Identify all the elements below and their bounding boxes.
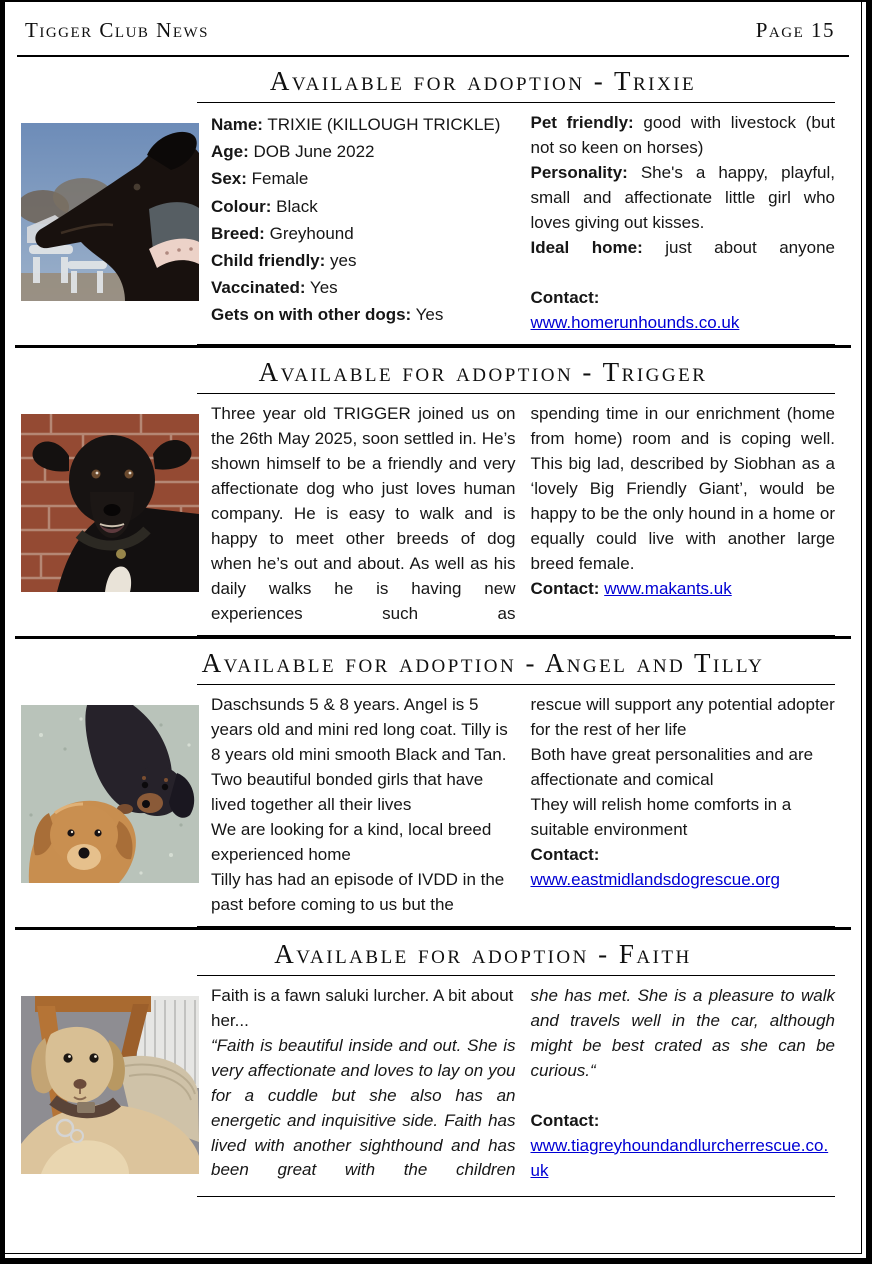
section-title-trixie: Available for adoption - Trixie [269,66,697,96]
section-title-trigger: Available for adoption - Trigger [258,356,708,387]
section-trixie [5,66,861,345]
detail-row: Child friendly: yes [211,250,357,270]
angel-tilly-text-right [531,693,836,918]
homerunhounds-link[interactable]: www.homerunhounds.co.uk [530,312,740,332]
faith-photo [21,996,199,1174]
tiagreyhound-link[interactable]: www.tiagreyhoundandlurcherrescue.co.uk [530,1135,829,1180]
trigger-photo-illustration [21,414,199,592]
paragraph: rescue will support any potential adopter for the rest of her life [530,694,835,739]
personality-row: Personality: She's a happy, playful, small and affectionate little girl who loves giving out kisses. [530,162,835,232]
section-faith [5,939,861,1197]
angel-tilly-photo [21,705,199,883]
angel-tilly-text-left [211,693,516,918]
trigger-paragraph-left: Three year old TRIGGER joined us on the 26th May 2025, soon settled in. He’s shown himself to be a friendly and very affectionate dog who just loves human company. He is easy to walk and is happy to meet other breeds of dog when he’s out and about. As well as his daily walks he is having new experiences such as [211,403,516,623]
contact-label: Contact: [530,1110,600,1130]
faith-intro: Faith is a fawn saluki lurcher. A bit about her... [211,985,514,1030]
detail-row: Breed: Greyhound [211,223,354,243]
faith-text-left [211,984,516,1188]
section-bottom-rule [197,1196,835,1197]
paragraph: They will relish home comforts in a suitable environment [530,794,792,839]
detail-row: Gets on with other dogs: Yes [211,305,444,325]
trigger-text-left [211,402,516,627]
trigger-paragraph-right: spending time in our enrichment (home from home) room and is coping well. This big lad, described by Siobhan as a ‘lovely Big Friendly Giant’, would be happy to be the only hound in a home or equally could live with another large breed female. [530,403,835,573]
faith-photo-illustration [21,996,199,1174]
contact-label: Contact: [530,287,600,307]
trixie-details-column [211,111,516,336]
faith-quote-left: “Faith is beautiful inside and out. She is very affectionate and loves to lay on you for a cuddle but she also has an energetic and inquisitive side. Faith has lived with another sighthound and has been great with the children [211,1035,516,1180]
section-divider [15,345,851,348]
contact-row: Contact: www.makants.uk [530,578,732,598]
page-number: Page 15 [755,18,835,42]
paragraph: Daschsunds 5 & 8 years. Angel is 5 years old and mini red long coat. Tilly is 8 years old mini smooth Black and Tan. Two beautiful bonded girls that have lived together all their lives [211,694,508,814]
trigger-text-right [531,402,836,627]
section-angel-tilly [5,648,861,927]
paragraph: Both have great personalities and are affectionate and comical [530,744,814,789]
section-divider [15,927,851,930]
detail-row: Colour: Black [211,196,318,216]
masthead [5,14,861,55]
section-trigger [5,357,861,636]
faith-quote-right: she has met. She is a pleasure to walk and travels well in the car, although might be best crated as she can be curious.“ [530,985,835,1080]
pet-friendly-row: Pet friendly: good with livestock (but not so keen on horses) [530,113,835,157]
trixie-description-column [531,111,836,336]
makants-link[interactable]: www.makants.uk [604,578,732,598]
paragraph: We are looking for a kind, local breed experienced home [211,819,492,864]
newsletter-title: Tigger Club News [25,18,209,42]
trixie-photo [21,123,199,301]
faith-text-right [531,984,836,1188]
detail-row: Sex: Female [211,169,309,189]
paragraph: Tilly has had an episode of IVDD in the past before coming to us but the [211,869,505,914]
detail-row: Name: TRIXIE (KILLOUGH TRICKLE) [211,115,501,134]
eastmidlandsdogrescue-link[interactable]: www.eastmidlandsdogrescue.org [530,869,780,889]
detail-row: Vaccinated: Yes [211,278,338,298]
detail-row: Age: DOB June 2022 [211,142,375,162]
masthead-rule [17,55,849,57]
section-title-faith: Available for adoption - Faith [274,938,692,969]
trixie-photo-illustration [21,123,199,301]
section-divider [15,636,851,639]
contact-label: Contact: [530,844,600,864]
section-title-angel-tilly: Available for adoption - Angel and Tilly [201,647,765,678]
newsletter-page [5,2,862,1254]
trigger-photo [21,414,199,592]
ideal-home-row: Ideal home: just about anyone [530,237,835,257]
angel-tilly-photo-illustration [21,705,199,883]
